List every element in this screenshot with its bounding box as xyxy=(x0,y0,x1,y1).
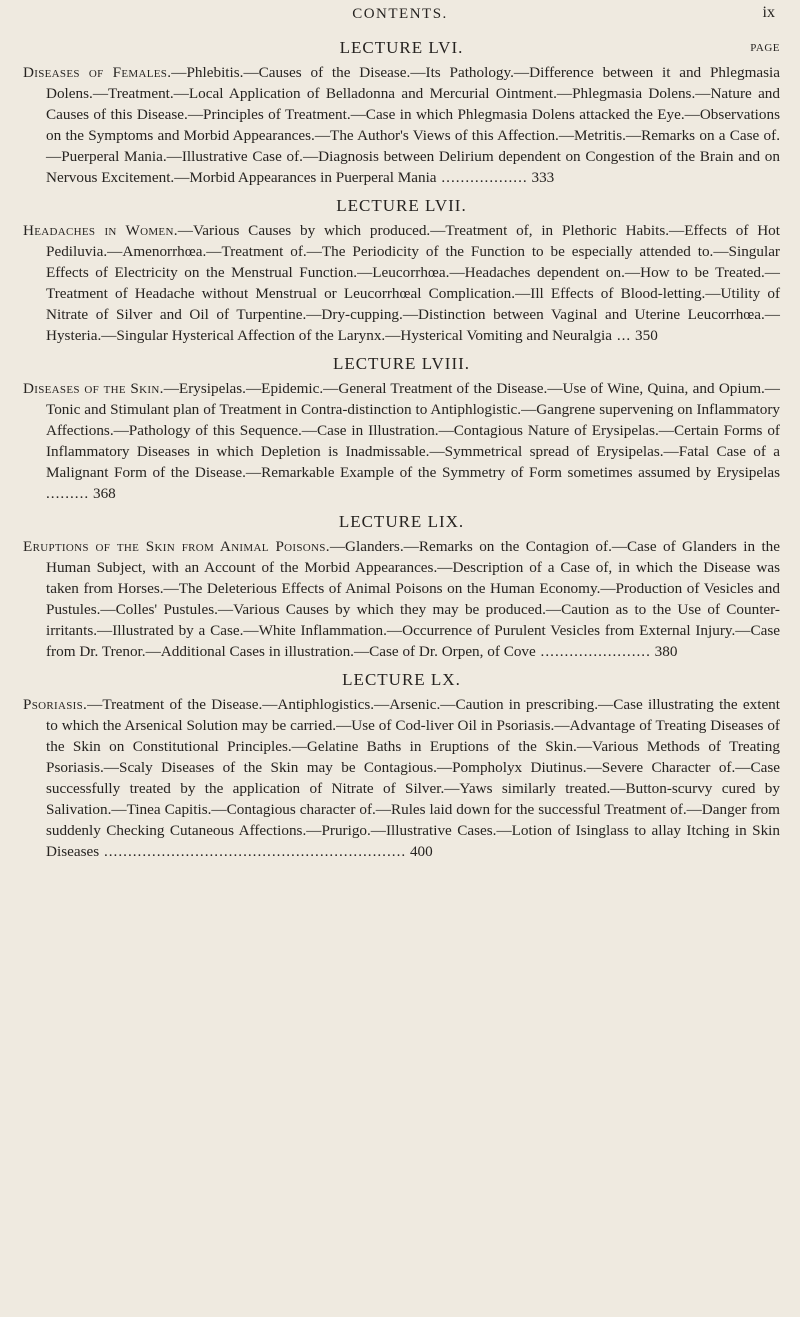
lecture-section xyxy=(23,669,780,862)
page-ref: 368 xyxy=(92,485,116,502)
dot-leader: ....................... xyxy=(535,643,651,660)
dot-leader: ............................................................... xyxy=(99,843,407,860)
page-number: ix xyxy=(762,4,775,21)
contents-list xyxy=(23,30,780,862)
lecture-topic: Psoriasis. xyxy=(23,696,88,713)
dot-leader: ......... xyxy=(46,485,90,502)
lecture-section xyxy=(23,511,780,662)
lecture-summary xyxy=(23,220,780,346)
lecture-text: —Erysipelas.—Epidemic.—General Treatment of the Disease.—Use of Wine, Quina, and Opium.—Tonic and Stimulant plan of Treatment in Contra-distinction to Antiphlogistic.—Gangrene supervening on Inflammatory Affections.—Pathology of this Sequence.—Case in Illustration.—Contagious Nature of Erysipelas.—Certain Forms of Inflammatory Diseases in which Depletion is Inadmissable.—Symmetrical spread of Erysipelas.—Fatal Case of a Malignant Form of the Disease.—Remarkable Example of the Symmetry of Form sometimes assumed by Erysipelas xyxy=(46,380,780,481)
dot-leader: ... xyxy=(612,327,632,344)
lecture-section xyxy=(23,195,780,346)
dot-leader: .................. xyxy=(436,169,528,186)
lecture-topic: Eruptions of the Skin from Animal Poisons. xyxy=(23,538,330,555)
lecture-section xyxy=(23,353,780,504)
lecture-summary xyxy=(23,378,780,504)
running-head: CONTENTS. xyxy=(352,6,448,22)
lecture-text: —Treatment of the Disease.—Antiphlogistics.—Arsenic.—Caution in prescribing.—Case illustrating the extent to which the Arsenical Solution may be carried.—Use of Cod-liver Oil in Psoriasis.—Advantage of Treating Diseases of the Skin on Constitutional Principles.—Gelatine Baths in Eruptions of the Skin.—Various Methods of Treating Psoriasis.—Scaly Diseases of the Skin may be Contagious.—Pompholyx Diutinus.—Severe Character of.—Case successfully treated by the application of Nitrate of Silver.—Yaws similarly treated.—Button-scurvy cured by Salivation.—Tinea Capitis.—Contagious character of.—Rules laid down for the successful Treatment of.—Danger from suddenly Checking Cutaneous Affections.—Prurigo.—Illustrative Cases.—Lotion of Isinglass to allay Itching in Skin Diseases xyxy=(46,696,780,860)
page-column-label: PAGE xyxy=(750,42,780,54)
lecture-title: LECTURE LVII. xyxy=(336,196,467,215)
page-ref: 380 xyxy=(654,643,678,660)
lecture-section xyxy=(23,37,780,188)
lecture-summary xyxy=(23,62,780,188)
lecture-topic: Diseases of the Skin. xyxy=(23,380,164,397)
lecture-title: LECTURE LVIII. xyxy=(332,354,471,373)
lecture-text: —Phlebitis.—Causes of the Disease.—Its Pathology.—Difference between it and Phlegmasia Dolens.—Treatment.—Local Application of Belladonna and Mercurial Ointment.—Phlegmasia Dolens.—Nature and Causes of this Disease.—Principles of Treatment.—Case in which Phlegmasia Dolens attacked the Eye.—Observations on the Symptoms and Morbid Appearances.—The Author's Views of this Affection.—Metritis.—Remarks on a Case of.—Puerperal Mania.—Illustrative Case of.—Diagnosis between Delirium dependent on Congestion of the Brain and on Nervous Excitement.—Morbid Appearances in Puerperal Mania xyxy=(46,64,780,186)
lecture-text: —Various Causes by which produced.—Treatment of, in Plethoric Habits.—Effects of Hot Pediluvia.—Amenorrhœa.—Treatment of.—The Periodicity of the Function to be especially attended to.—Singular Effects of Electricity on the Menstrual Function.—Leucorrhœa.—Headaches dependent on.—How to be Treated.—Treatment of Headache without Menstrual or Leucorrhœal Complication.—Ill Effects of Blood-letting.—Utility of Nitrate of Silver and Oil of Turpentine.—Dry-cupping.—Distinction between Vaginal and Uterine Leucorrhœa.—Hysteria.—Singular Hysterical Affection of the Larynx.—Hysterical Vomiting and Neuralgia xyxy=(46,222,780,344)
lecture-topic: Diseases of Females. xyxy=(23,64,172,81)
lecture-title: LECTURE LVI. xyxy=(339,38,464,57)
page-ref: 400 xyxy=(409,843,433,860)
page-ref: 350 xyxy=(635,327,658,344)
lecture-text: —Glanders.—Remarks on the Contagion of.—Case of Glanders in the Human Subject, with an Account of the Morbid Appearances.—Description of a Case of, in which the Disease was taken from Horses.—The Deleterious Effects of Animal Poisons on the Human Economy.—Production of Vesicles and Pustules.—Colles' Pustules.—Various Causes by which they may be produced.—Caution as to the Use of Counter-irritants.—Illustrated by a Case.—White Inflammation.—Occurrence of Purulent Vesicles from External Injury.—Case from Dr. Trenor.—Additional Cases in illustration.—Case of Dr. Orpen, of Cove xyxy=(46,538,781,660)
lecture-title: LECTURE LIX. xyxy=(338,512,465,531)
lecture-summary xyxy=(23,694,780,862)
lecture-topic: Headaches in Women. xyxy=(23,222,178,239)
page-ref: 333 xyxy=(531,169,555,186)
lecture-summary xyxy=(23,536,780,662)
lecture-title: LECTURE LX. xyxy=(342,670,461,689)
